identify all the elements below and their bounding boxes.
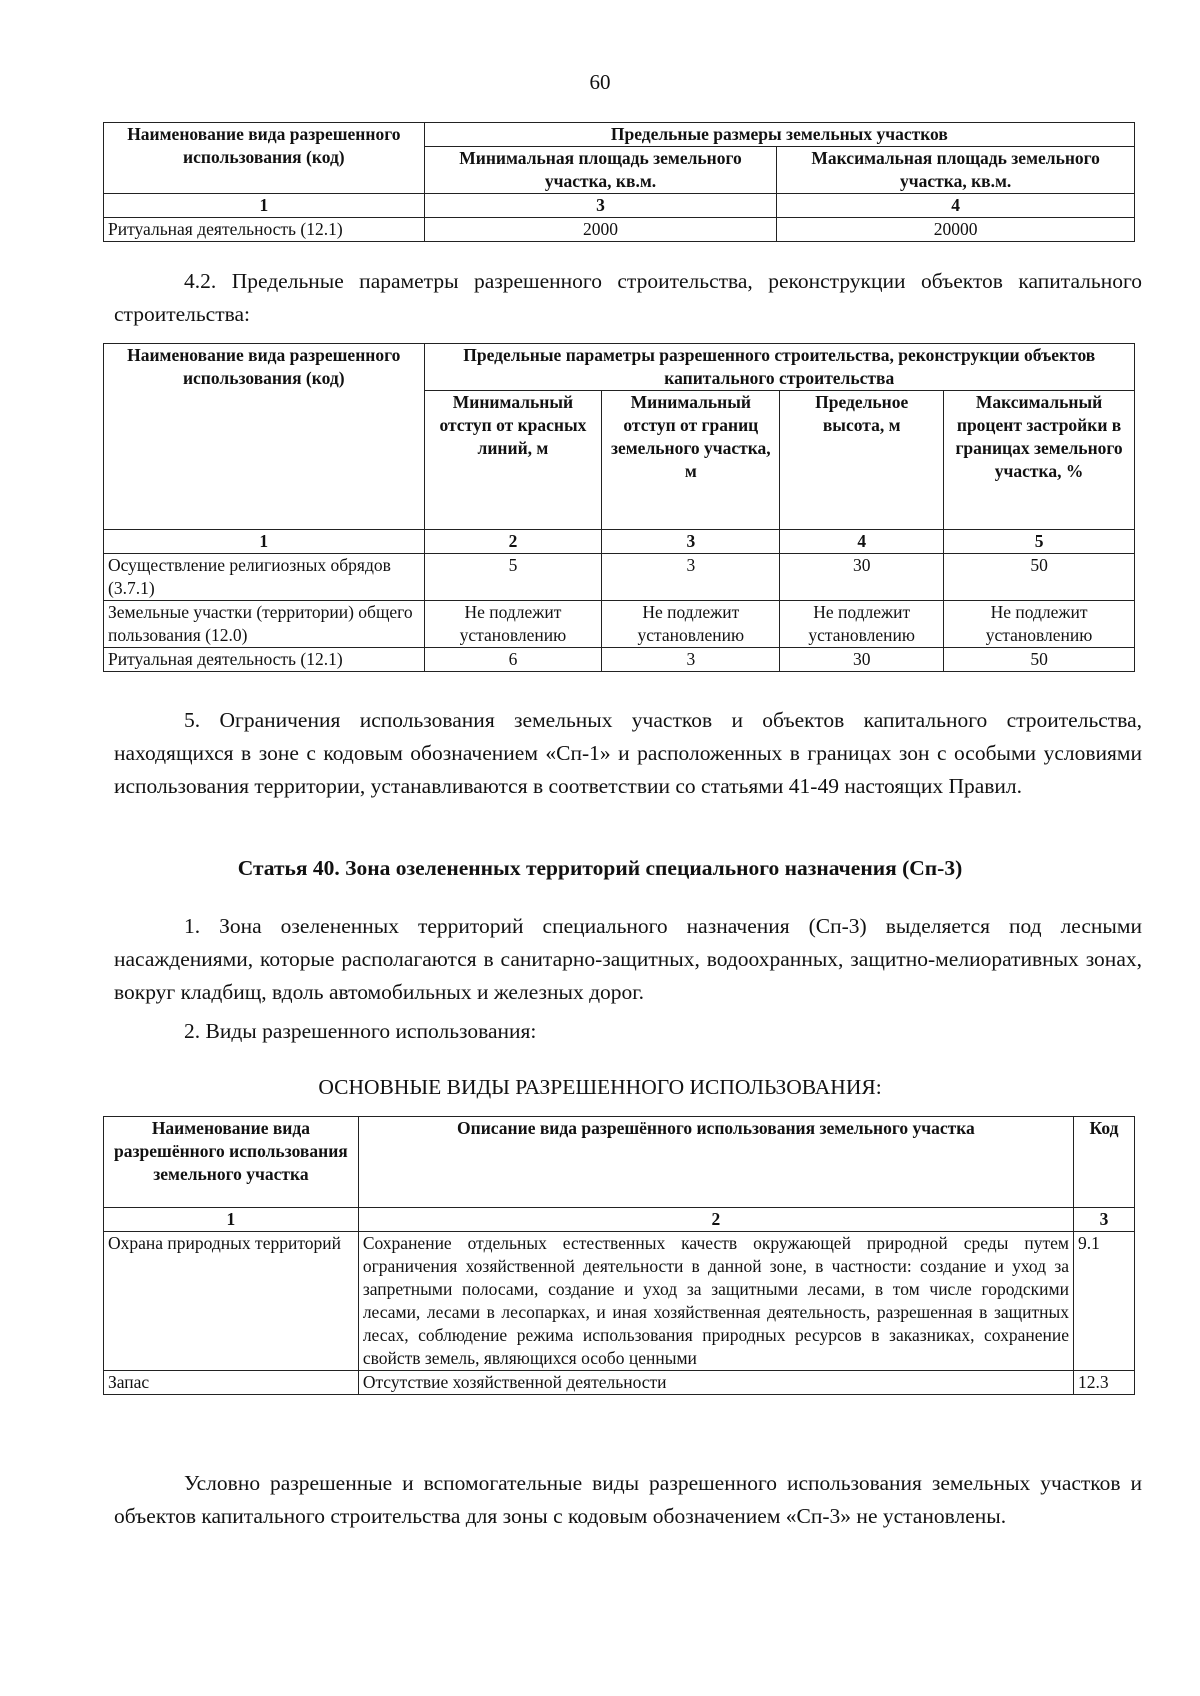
- value-cell: Не подлежит установлению: [780, 601, 944, 648]
- description-cell: Сохранение отдельных естественных качеств окружающей природной среды путем ограничения хозяйственной деятельности в данной зоне, в частности: создание и уход за запретными полосами, создание и уход за защитными лесами, в том числе городскими лесами, лесами в лесопарках, и иная хозяйственная деятельность, разрешенная в защитных лесах, соблюдение режима использования природных ресурсов в заказниках, сохранение свойств земель, являющихся особо ценными: [358, 1232, 1073, 1371]
- value-cell: 30: [780, 648, 944, 672]
- table-row: [104, 554, 1135, 601]
- header-max-height: Предельное высота, м: [780, 391, 944, 530]
- use-name-cell: Земельные участки (территории) общего пользования (12.0): [104, 601, 425, 648]
- table-row: [104, 1371, 1135, 1395]
- paragraph-5: 5. Ограничения использования земельных участков и объектов капитального строительства, находящихся в зоне с кодовым обозначением «Сп-1» и расположенных в границах зон с особыми условиями использования территории, устанавливаются в соответствии со статьями 41-49 настоящих Правил.: [114, 708, 1142, 798]
- column-number: 4: [777, 194, 1135, 218]
- column-number: 3: [602, 530, 780, 554]
- main-uses-table: [103, 1116, 1135, 1395]
- value-cell: 6: [424, 648, 602, 672]
- header-max-area: Максимальная площадь земельного участка, кв.м.: [777, 147, 1135, 194]
- column-number: 2: [358, 1208, 1073, 1232]
- value-cell: 50: [944, 648, 1135, 672]
- header-code: Код: [1074, 1117, 1135, 1208]
- construction-parameters-table: [103, 343, 1135, 672]
- column-number: 1: [104, 530, 425, 554]
- paragraph-4-2: 4.2. Предельные параметры разрешенного строительства, реконструкции объектов капитального строительства:: [114, 269, 1142, 326]
- use-name-cell: Ритуальная деятельность (12.1): [104, 218, 425, 242]
- column-number: 4: [780, 530, 944, 554]
- table-row: [104, 218, 1135, 242]
- value-cell: 50: [944, 554, 1135, 601]
- column-number: 2: [424, 530, 602, 554]
- paragraph-article-2: 2. Виды разрешенного использования:: [184, 1019, 537, 1043]
- header-size-group: Предельные размеры земельных участков: [424, 123, 1134, 147]
- use-name-cell: Осуществление религиозных обрядов (3.7.1): [104, 554, 425, 601]
- column-number: 1: [104, 194, 425, 218]
- paragraph-final: Условно разрешенные и вспомогательные виды разрешенного использования земельных участков и объектов капитального строительства для зоны с кодовым обозначением «Сп-3» не установлены.: [114, 1471, 1142, 1528]
- header-min-setback-red-lines: Минимальный отступ от красных линий, м: [424, 391, 602, 530]
- use-name-cell: Ритуальная деятельность (12.1): [104, 648, 425, 672]
- article-heading: Статья 40. Зона озелененных территорий специального назначения (Сп-3): [237, 856, 963, 880]
- min-area-cell: 2000: [424, 218, 777, 242]
- main-uses-heading: ОСНОВНЫЕ ВИДЫ РАЗРЕШЕННОГО ИСПОЛЬЗОВАНИЯ:: [318, 1075, 882, 1099]
- value-cell: 3: [602, 648, 780, 672]
- header-use-name: Наименование вида разрешенного использования (код): [104, 123, 425, 194]
- use-name-cell: Запас: [104, 1371, 359, 1395]
- page-number: 60: [589, 70, 611, 94]
- value-cell: 3: [602, 554, 780, 601]
- table-row: [104, 1232, 1135, 1371]
- table-row: [104, 648, 1135, 672]
- header-max-building-percent: Максимальный процент застройки в границах земельного участка, %: [944, 391, 1135, 530]
- column-number: 3: [1074, 1208, 1135, 1232]
- header-min-setback-borders: Минимальный отступ от границ земельного участка, м: [602, 391, 780, 530]
- paragraph-article-1: 1. Зона озелененных территорий специального назначения (Сп-3) выделяется под лесными насаждениями, которые располагаются в санитарно-защитных, водоохранных, защитно-мелиоративных зонах, вокруг кладбищ, вдоль автомобильных и железных дорог.: [114, 914, 1142, 1004]
- column-number: 1: [104, 1208, 359, 1232]
- column-number: 3: [424, 194, 777, 218]
- value-cell: Не подлежит установлению: [424, 601, 602, 648]
- header-description: Описание вида разрешённого использования земельного участка: [358, 1117, 1073, 1208]
- max-area-cell: 20000: [777, 218, 1135, 242]
- value-cell: Не подлежит установлению: [602, 601, 780, 648]
- header-params-group: Предельные параметры разрешенного строительства, реконструкции объектов капитального строительства: [424, 344, 1135, 391]
- description-cell: Отсутствие хозяйственной деятельности: [358, 1371, 1073, 1395]
- code-cell: 12.3: [1074, 1371, 1135, 1395]
- code-cell: 9.1: [1074, 1232, 1135, 1371]
- value-cell: 30: [780, 554, 944, 601]
- use-name-cell: Охрана природных территорий: [104, 1232, 359, 1371]
- column-number: 5: [944, 530, 1135, 554]
- table-row: [104, 601, 1135, 648]
- value-cell: 5: [424, 554, 602, 601]
- header-use-name: Наименование вида разрешённого использования земельного участка: [104, 1117, 359, 1208]
- value-cell: Не подлежит установлению: [944, 601, 1135, 648]
- header-use-name: Наименование вида разрешенного использования (код): [104, 344, 425, 530]
- header-min-area: Минимальная площадь земельного участка, кв.м.: [424, 147, 777, 194]
- land-plot-size-table: [103, 122, 1135, 242]
